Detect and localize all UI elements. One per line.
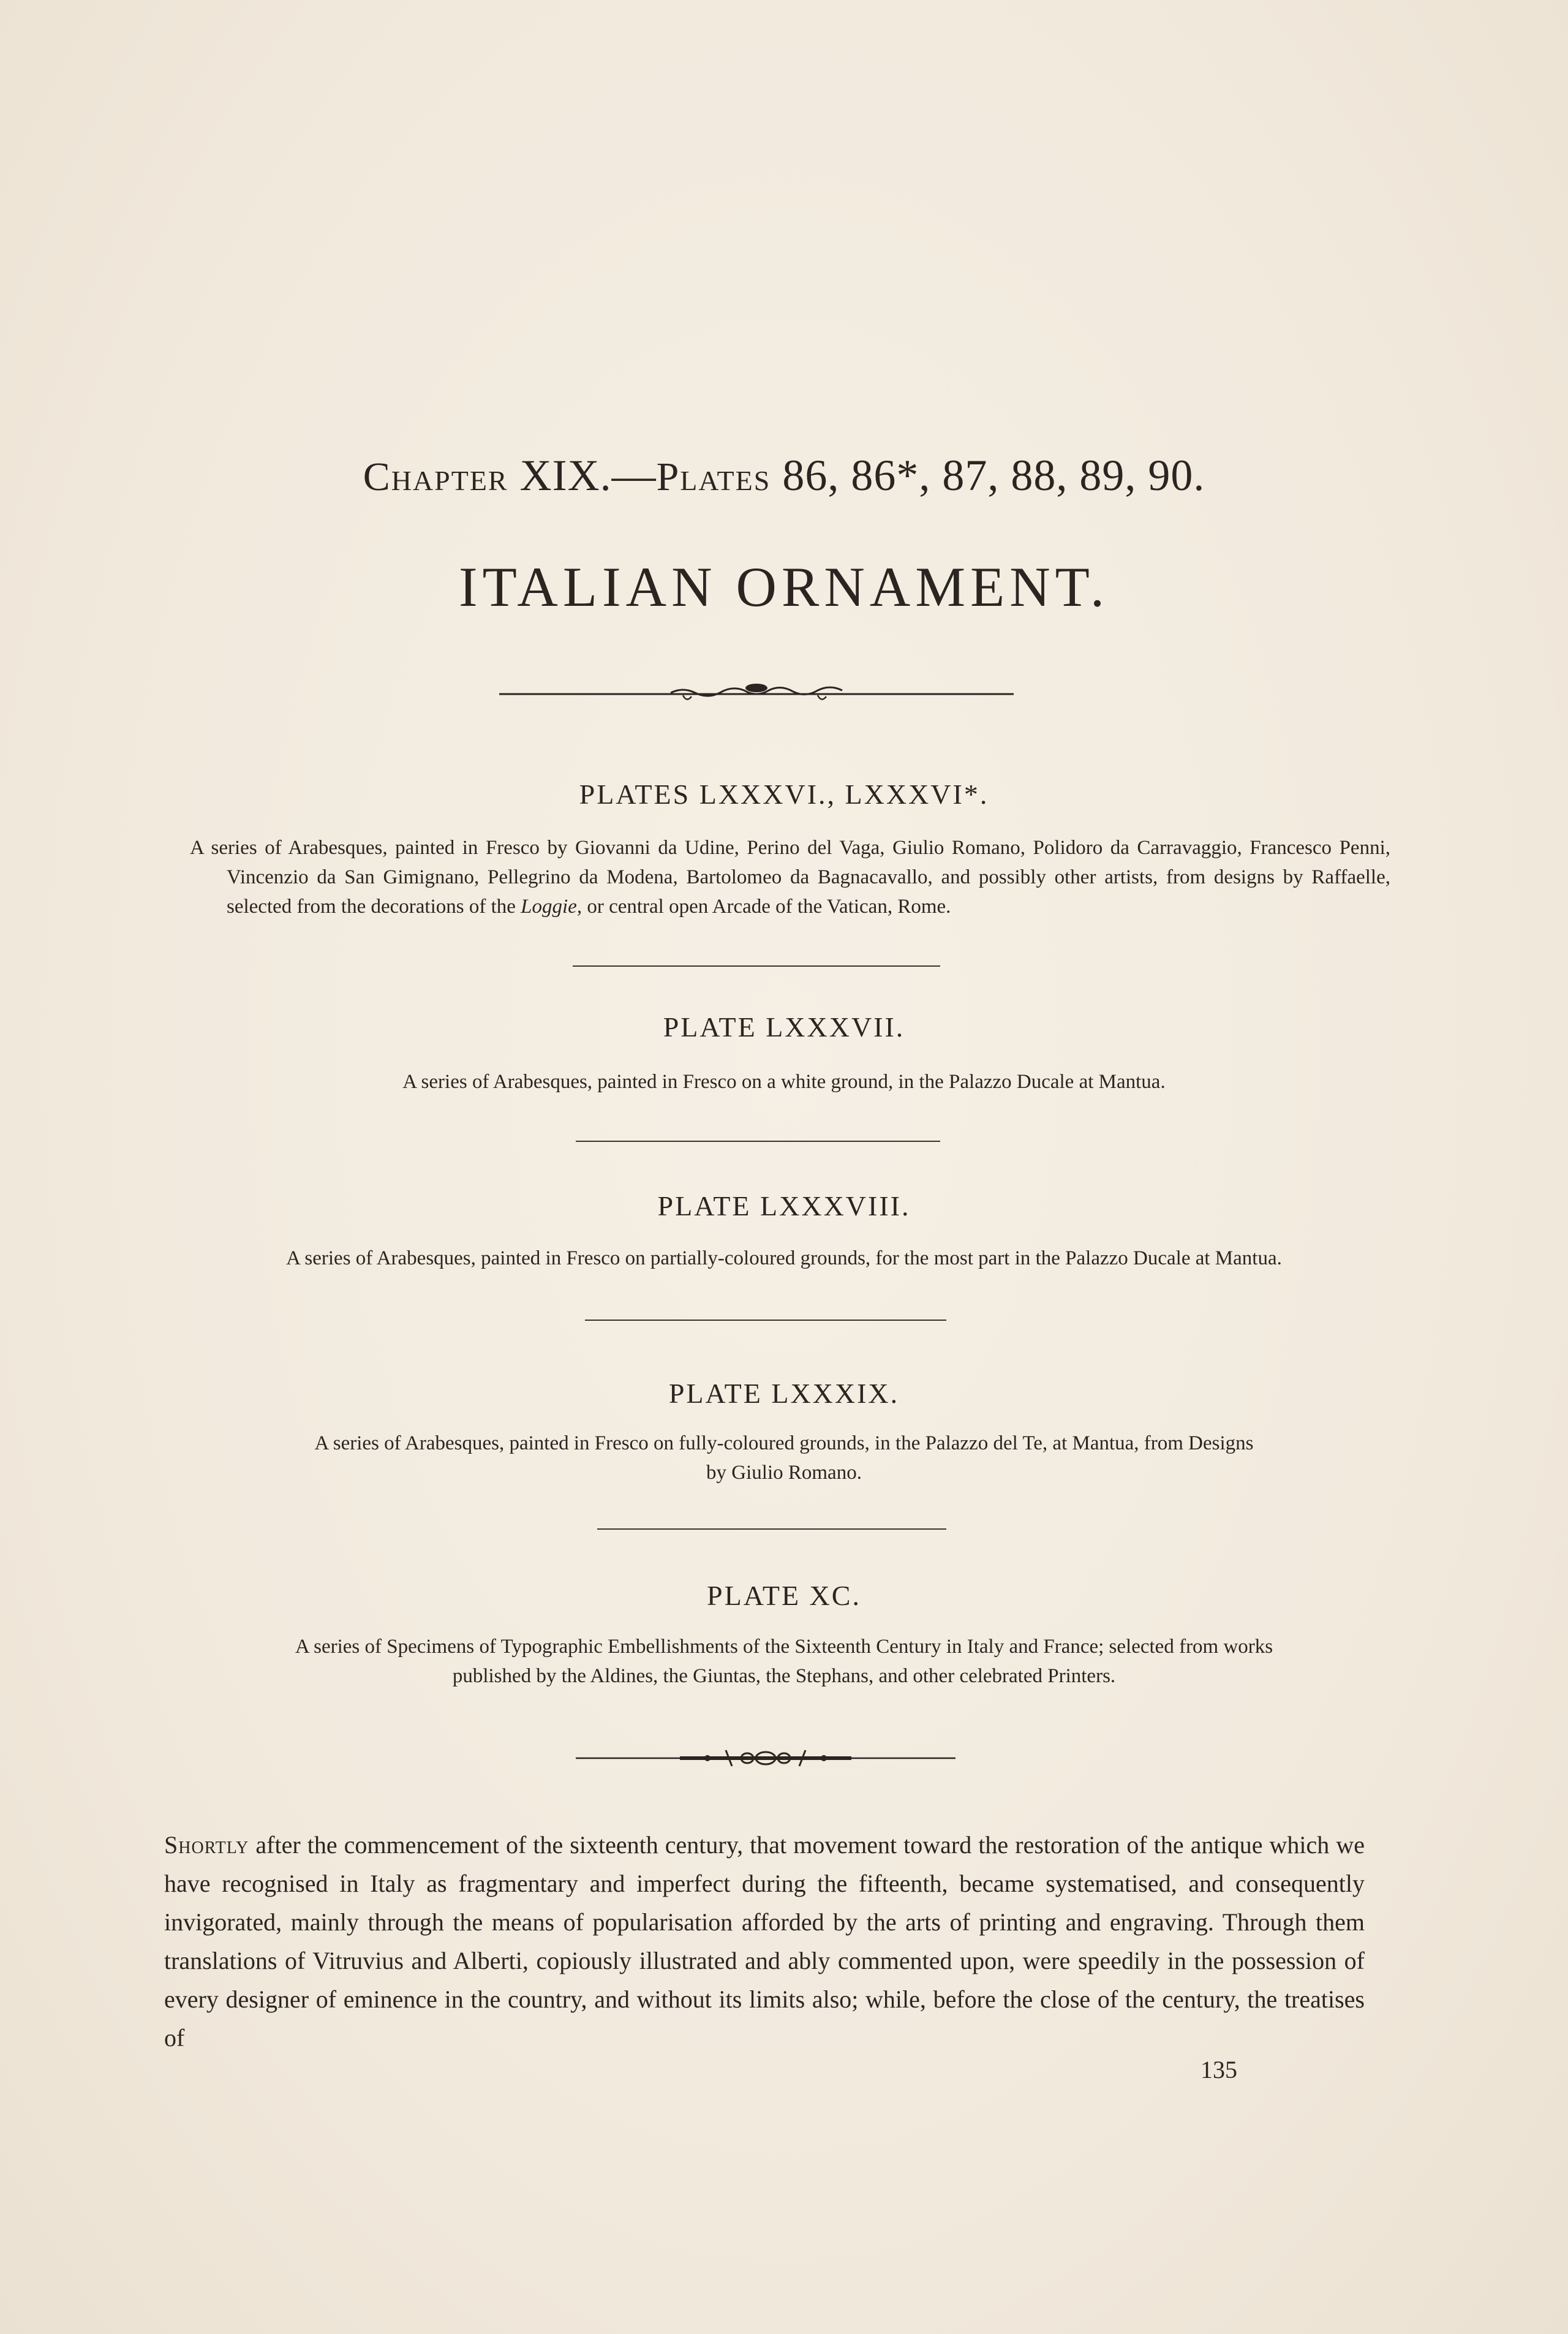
body-text: after the commencement of the sixteenth century, that movement toward the restoration of the antique which we have recognised in Italy as fragmentary and imperfect during the fifteenth, became systematised, and consequently invigorated, mainly through the means of popularisation afforded by the arts of printing and engraving. Through them translations of Vitruvius and Alberti, copiously illustrated and ably commented upon, were speedily in the possession of every designer of eminence in the country, and without its limits also; while, before the close of the century, the treatises of: [164, 1831, 1365, 2052]
body-paragraph: [164, 1826, 1365, 2057]
chapter-heading: [0, 450, 1568, 501]
scroll-ornament-icon: [499, 677, 1014, 708]
chapter-dash: —: [611, 451, 657, 500]
plate-description-88: A series of Arabesques, painted in Fresco on partially-coloured grounds, for the most part in the Palazzo Ducale at Mantua.: [286, 1247, 1282, 1269]
plate-description-89-line2: by Giulio Romano.: [706, 1462, 862, 1484]
plate-heading-89: PLATE LXXXIX.: [668, 1378, 900, 1409]
plate-description-90-line2: published by the Aldines, the Giuntas, the Stephans, and other celebrated Printers.: [452, 1665, 1116, 1687]
plate-description-86-text: A series of Arabesques, painted in Fresco by Giovanni da Udine, Perino del Vaga, Giulio Romano, Polidoro da Carravaggio, Francesco Penni, Vincenzio da San Gimignano, Pellegrino da Modena, Bartolomeo da Bagnacavallo, and possibly other artists, from designs by Raffaelle, selected from the decorations of the: [190, 837, 1390, 918]
divider-rule: [597, 1528, 946, 1530]
plate-description-90-line1: A series of Specimens of Typographic Embellishments of the Sixteenth Century in Italy and France; selected from works: [295, 1636, 1273, 1658]
body-lead-word: Shortly: [164, 1831, 249, 1859]
chapter-label: Chapter: [363, 455, 508, 499]
divider-rule: [573, 965, 940, 967]
plate-description-89-line1: A series of Arabesques, painted in Fresco on fully-coloured grounds, in the Palazzo del Te, at Mantua, from Designs: [314, 1432, 1254, 1454]
page-number: 135: [1200, 2056, 1237, 2083]
plate-heading-88: PLATE LXXXVIII.: [657, 1190, 911, 1222]
divider-rule: [576, 1141, 940, 1142]
plates-list: 86, 86*, 87, 88, 89, 90.: [782, 451, 1205, 500]
plate-description-86: [190, 833, 1390, 921]
plate-heading-90: PLATE XC.: [707, 1580, 861, 1611]
plates-label: Plates: [656, 455, 771, 499]
beaded-ornament-icon: [576, 1743, 956, 1773]
page-title: ITALIAN ORNAMENT.: [458, 556, 1110, 618]
plate-heading-87: PLATE LXXXVII.: [663, 1011, 905, 1043]
plate-description-87: A series of Arabesques, painted in Fresco on a white ground, in the Palazzo Ducale at Mantua.: [402, 1071, 1166, 1093]
plate-heading-86: PLATES LXXXVI., LXXXVI*.: [579, 779, 989, 810]
plate-description-86-text-end: or central open Arcade of the Vatican, Rome.: [582, 896, 951, 918]
chapter-number: XIX.: [519, 451, 612, 500]
divider-rule: [585, 1320, 946, 1321]
loggie-italic: Loggie,: [521, 896, 582, 918]
